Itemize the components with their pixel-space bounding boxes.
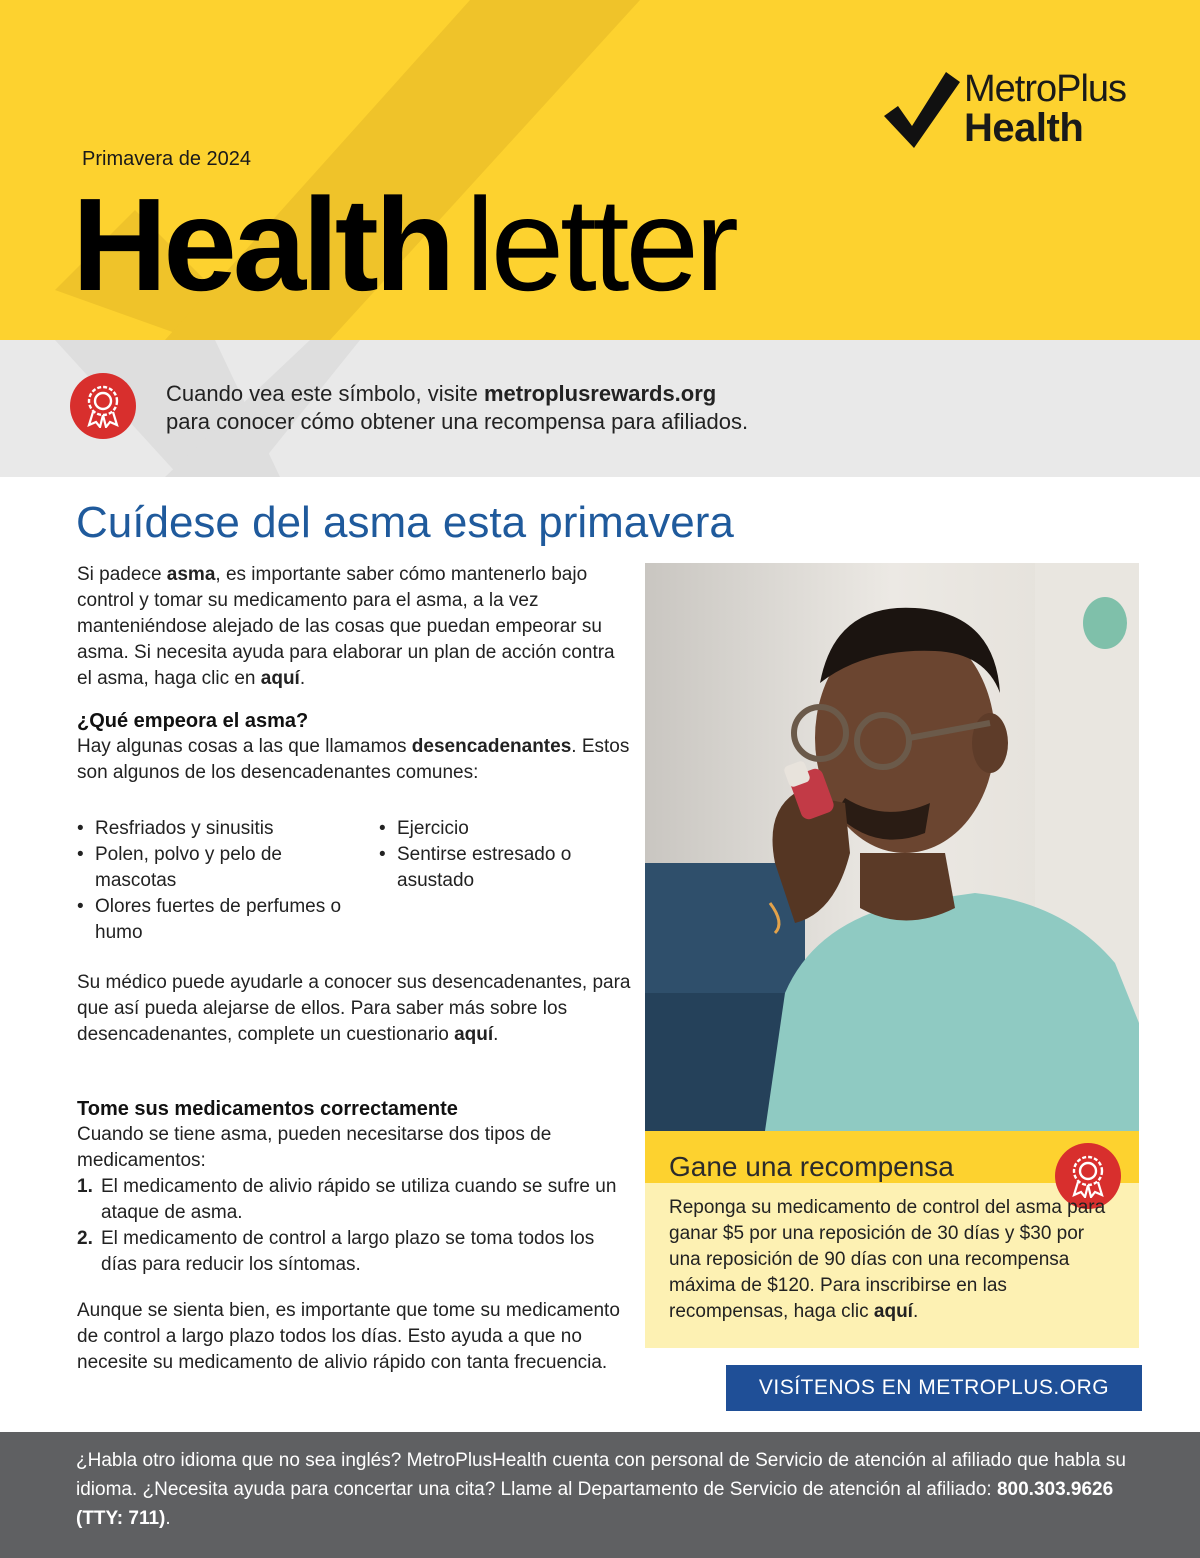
list-item: • Polen, polvo y pelo de mascotas <box>77 842 362 894</box>
article-heading: Cuídese del asma esta primavera <box>76 498 734 547</box>
footer-band <box>0 1432 1200 1558</box>
medications-list <box>77 1174 632 1278</box>
banner-line2: para conocer cómo obtener una recompensa para afiliados. <box>166 409 749 434</box>
triggers-heading: ¿Qué empeora el asma? <box>77 710 309 732</box>
doctor-end: . <box>493 1024 499 1045</box>
action-plan-link[interactable]: aquí <box>260 668 300 689</box>
title-bold: Health <box>72 171 452 318</box>
triggers-section <box>77 708 632 786</box>
list-number: 2. <box>77 1228 93 1249</box>
reward-end: . <box>912 1301 919 1322</box>
doctor-paragraph <box>77 970 632 1048</box>
member-services-phone[interactable]: 800.303.9626 (TTY: 711) <box>76 1479 1114 1529</box>
medications-section <box>77 1096 632 1278</box>
rewards-banner <box>0 340 1200 477</box>
list-text: El medicamento de alivio rápido se utiliza cuando se sufre un ataque de asma. <box>101 1176 617 1223</box>
reward-callout <box>645 1131 1139 1348</box>
list-item: • Ejercicio <box>379 816 609 842</box>
questionnaire-link[interactable]: aquí <box>454 1024 494 1045</box>
list-item: • Resfriados y sinusitis <box>77 816 362 842</box>
banner-line1: Cuando vea este símbolo, visite <box>166 381 484 406</box>
doctor-text: Su médico puede ayudarle a conocer sus desencadenantes, para que así pueda alejarse de ellos. Para saber más sobre los desencadenantes, complete un cuestionario <box>77 972 631 1045</box>
triggers-intro-text: Hay algunas cosas a las que llamamos <box>77 736 412 757</box>
issue-season: Primavera de 2024 <box>82 148 251 170</box>
intro-text: Si padece <box>77 564 167 585</box>
reward-text: Reponga su medicamento de control del asma para ganar $5 por una reposición de 30 días y $30 por una reposición de 90 días con una recompensa máxima de $120. Para inscribirse en las recompensas, haga clic <box>669 1197 1106 1322</box>
list-item <box>77 1226 632 1278</box>
intro-paragraph <box>77 562 632 692</box>
reward-ribbon-icon <box>70 373 136 439</box>
brand-name-line1: MetroPlus <box>964 68 1127 110</box>
metroplus-logo[interactable] <box>880 66 1160 156</box>
rewards-banner-text <box>166 380 748 436</box>
list-number: 1. <box>77 1176 93 1197</box>
brand-name-line2: Health <box>964 106 1084 150</box>
reward-body <box>669 1195 1109 1325</box>
reward-title: Gane una recompensa <box>669 1151 954 1182</box>
list-item <box>77 1174 632 1226</box>
title-regular: letter <box>465 171 735 318</box>
man-using-inhaler-photo <box>645 563 1139 1131</box>
list-item: • Olores fuertes de perfumes o humo <box>77 894 362 946</box>
intro-end: . <box>299 668 306 689</box>
asthma-term: asma <box>166 564 216 585</box>
list-text: El medicamento de control a largo plazo se toma todos los días para reducir los síntomas. <box>101 1228 595 1275</box>
medications-heading: Tome sus medicamentos correctamente <box>77 1098 458 1120</box>
rewards-site-link[interactable]: metroplusrewards.org <box>483 381 717 406</box>
newsletter-title <box>72 170 735 320</box>
triggers-intro <box>77 734 632 786</box>
footer-end: . <box>165 1508 171 1529</box>
header-band <box>0 0 1200 340</box>
medications-intro: Cuando se tiene asma, pueden necesitarse dos tipos de medicamentos: <box>77 1124 552 1171</box>
rewards-enroll-link[interactable]: aquí <box>873 1301 913 1322</box>
footer-text <box>76 1446 1136 1533</box>
intro-text-cont: , es importante saber cómo mantenerlo bajo control y tomar su medicamento para el asma, a la vez manteniéndose alejado de las cosas que puedan empeorar su asma. Si necesita ayuda para elaborar un plan de acción contra el asma, haga clic en <box>77 564 615 689</box>
triggers-list-left <box>77 816 362 946</box>
triggers-list-right <box>379 816 609 894</box>
checkmark-logo-icon <box>880 70 962 150</box>
closing-paragraph: Aunque se sienta bien, es importante que tome su medicamento de control a largo plazo todos los días. Esto ayuda a que no necesite su medicamento de alivio rápido con tanta frecuencia. <box>77 1300 620 1373</box>
triggers-term: desencadenantes <box>411 736 572 757</box>
triggers-intro-end: . Estos son algunos de los desencadenantes comunes: <box>77 736 630 783</box>
footer-message: ¿Habla otro idioma que no sea inglés? MetroPlusHealth cuenta con personal de Servicio de atención al afiliado que habla su idioma. ¿Necesita ayuda para concertar una cita? Llame al Departamento de Servicio de atención al afiliado: <box>76 1450 1126 1500</box>
list-item: • Sentirse estresado o asustado <box>379 842 609 894</box>
visit-website-button[interactable]: VISÍTENOS EN METROPLUS.ORG <box>726 1365 1142 1411</box>
